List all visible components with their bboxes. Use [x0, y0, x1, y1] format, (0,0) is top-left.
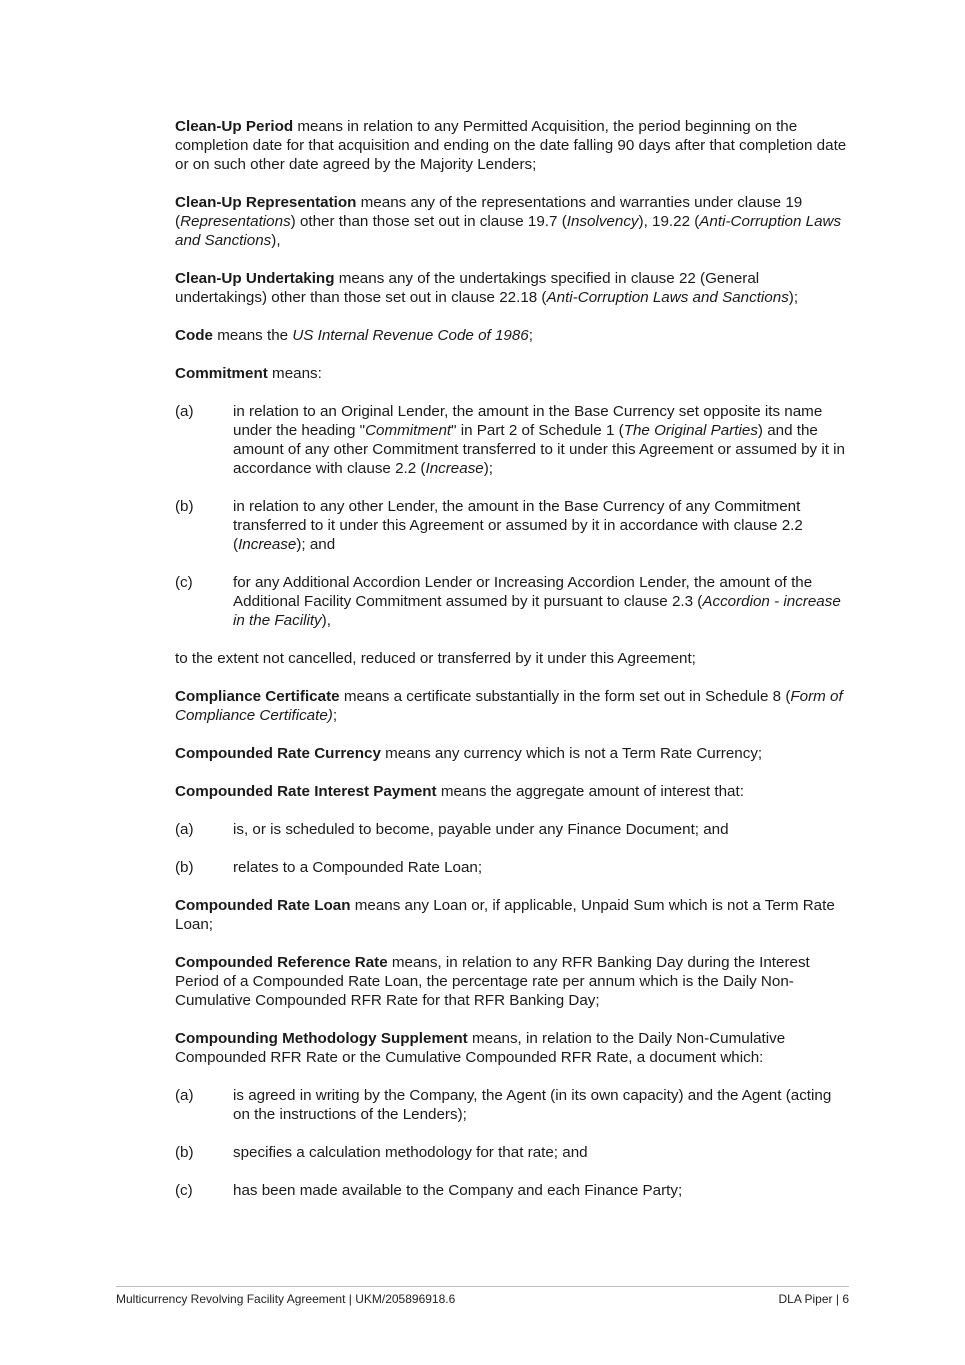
- clause-reference: Representations: [180, 213, 291, 230]
- list-item-label: (c): [175, 574, 193, 591]
- definition-text: means any currency which is not a Term Rate Currency;: [380, 745, 763, 762]
- list-item: [175, 402, 850, 478]
- defined-term: Clean-Up Period: [175, 118, 294, 135]
- definition-text: ;: [528, 327, 533, 344]
- list-item-text: is agreed in writing by the Company, the Agent (in its own capacity) and the Agent (acting on the instructions of the Lenders);: [233, 1087, 832, 1123]
- italic-run: Increase: [425, 460, 484, 477]
- defined-term: Compounded Rate Loan: [175, 897, 351, 914]
- definition-text: means in relation to any Permitted Acquisition, the period beginning on the completion date for that acquisition and ending on the date falling 90 days after that completion date or on such other date agreed by the Majority Lenders;: [175, 118, 847, 173]
- defined-term: Compounding Methodology Supplement: [175, 1030, 468, 1047]
- definition-text: means any of the representations and warranties under clause 19 (: [175, 194, 803, 230]
- schedule-reference: Form of Compliance Certificate): [175, 688, 843, 724]
- definition-text: ;: [332, 707, 338, 724]
- definition-clean-up-representation: [175, 193, 850, 250]
- definition-text: means the: [212, 327, 293, 344]
- list-item: [175, 497, 850, 554]
- page-footer: [116, 1292, 849, 1307]
- definition-text: means:: [267, 365, 322, 382]
- definition-compounded-rate-interest-payment: [175, 782, 850, 801]
- definition-text: ), 19.22 (: [638, 213, 700, 230]
- italic-run: Increase: [238, 536, 297, 553]
- defined-term: Compounded Rate Currency: [175, 745, 381, 762]
- definition-compliance-certificate: [175, 687, 850, 725]
- list-item: [175, 573, 850, 630]
- definition-text: means the aggregate amount of interest that:: [436, 783, 744, 800]
- list-item-text: [233, 497, 850, 554]
- list-item-text: [233, 402, 850, 478]
- clause-reference: Insolvency: [566, 213, 639, 230]
- list-item: [175, 1143, 850, 1162]
- text-run: ),: [321, 612, 331, 629]
- definition-compounded-rate-loan: [175, 896, 850, 934]
- definition-compounded-reference-rate: [175, 953, 850, 1010]
- list-item-label: (b): [175, 1144, 194, 1161]
- defined-term: Commitment: [175, 365, 268, 382]
- defined-term: Clean-Up Representation: [175, 194, 357, 211]
- list-item-label: (a): [175, 1087, 194, 1104]
- list-item-label: (b): [175, 859, 194, 876]
- text-run: );: [483, 460, 494, 477]
- text-run: in relation to an Original Lender, the amount in the Base Currency set opposite its name under the heading ": [233, 403, 823, 439]
- list-item-text: [233, 573, 850, 630]
- list-item-label: (b): [175, 498, 194, 515]
- italic-run: The Original Parties: [623, 422, 758, 439]
- definition-text: means any Loan or, if applicable, Unpaid Sum which is not a Term Rate Loan;: [175, 897, 835, 933]
- clause-reference: Anti-Corruption Laws and Sanctions: [546, 289, 789, 306]
- list-item: [175, 1086, 850, 1124]
- list-item-text: specifies a calculation methodology for that rate; and: [233, 1144, 588, 1161]
- definition-commitment: [175, 364, 850, 383]
- list-item-text: relates to a Compounded Rate Loan;: [233, 859, 483, 876]
- text-run: ); and: [296, 536, 336, 553]
- list-item-label: (c): [175, 1182, 193, 1199]
- footer-page-number: DLA Piper | 6: [778, 1292, 849, 1306]
- clause-reference: Anti-Corruption Laws and Sanctions: [175, 213, 842, 249]
- definition-compounded-rate-currency: [175, 744, 850, 763]
- definition-text: means, in relation to the Daily Non-Cumulative Compounded RFR Rate or the Cumulative Compounded RFR Rate, a document which:: [175, 1030, 786, 1066]
- definition-code: [175, 326, 850, 345]
- statute-reference: US Internal Revenue Code of 1986: [292, 327, 529, 344]
- list-item-text: is, or is scheduled to become, payable under any Finance Document; and: [233, 821, 729, 838]
- definition-text: means any of the undertakings specified in clause 22 (General undertakings) other than those set out in clause 22.18 (: [175, 270, 760, 306]
- definition-text: means a certificate substantially in the form set out in Schedule 8 (: [339, 688, 791, 705]
- italic-run: Accordion - increase in the Facility: [233, 593, 841, 629]
- commitment-tail: to the extent not cancelled, reduced or transferred by it under this Agreement;: [175, 650, 696, 667]
- list-item: [175, 820, 850, 839]
- text-run: ) and the amount of any other Commitment transferred to it under this Agreement or assumed by it in accordance with clause 2.2 (: [233, 422, 846, 477]
- list-item: [175, 1181, 850, 1200]
- list-item-label: (a): [175, 821, 194, 838]
- definition-clean-up-period: [175, 117, 850, 174]
- definition-text: );: [788, 289, 799, 306]
- definition-clean-up-undertaking: [175, 269, 850, 307]
- text-run: " in Part 2 of Schedule 1 (: [451, 422, 624, 439]
- list-item-label: (a): [175, 403, 194, 420]
- defined-term: Compliance Certificate: [175, 688, 340, 705]
- footer-divider: [116, 1286, 849, 1287]
- text-run: for any Additional Accordion Lender or Increasing Accordion Lender, the amount of the Additional Facility Commitment assumed by it pursuant to clause 2.3 (: [233, 574, 813, 610]
- list-item-text: has been made available to the Company and each Finance Party;: [233, 1182, 683, 1199]
- defined-term: Compounded Reference Rate: [175, 954, 388, 971]
- definition-text: means, in relation to any RFR Banking Day during the Interest Period of a Compounded Rate Loan, the percentage rate per annum which is the Daily Non-Cumulative Compounded RFR Rate for that RFR Banking Day;: [175, 954, 810, 1009]
- footer-document-reference: Multicurrency Revolving Facility Agreement | UKM/205896918.6: [116, 1292, 456, 1306]
- document-body: [175, 117, 850, 1219]
- definition-text: ) other than those set out in clause 19.7 (: [290, 213, 567, 230]
- definition-compounding-methodology-supplement: [175, 1029, 850, 1067]
- list-item: [175, 858, 850, 877]
- defined-term: Code: [175, 327, 213, 344]
- definition-text: ),: [271, 232, 281, 249]
- italic-run: Commitment: [365, 422, 452, 439]
- defined-term: Clean-Up Undertaking: [175, 270, 335, 287]
- text-run: in relation to any other Lender, the amount in the Base Currency of any Commitment transferred to it under this Agreement or assumed by it in accordance with clause 2.2 (: [233, 498, 803, 553]
- defined-term: Compounded Rate Interest Payment: [175, 783, 437, 800]
